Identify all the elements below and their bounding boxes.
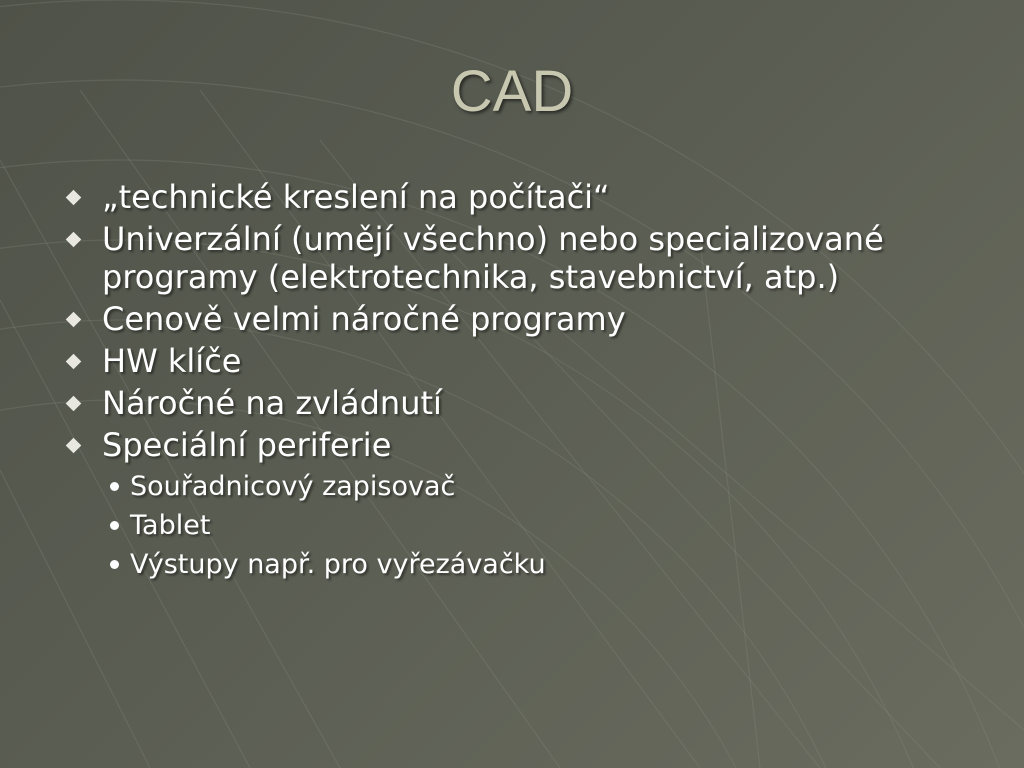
diamond-bullet-icon bbox=[66, 312, 82, 328]
sub-bullet-item bbox=[102, 509, 962, 543]
sub-bullet-item bbox=[102, 548, 962, 582]
sub-bullet-text: Výstupy např. pro vyřezávačku bbox=[130, 549, 546, 580]
bullet-text: „technické kreslení na počítači“ bbox=[102, 178, 610, 216]
bullet-text: Speciální periferie bbox=[102, 426, 392, 464]
diamond-bullet-icon bbox=[66, 396, 82, 412]
bullet-item bbox=[62, 342, 962, 380]
dot-bullet-icon bbox=[110, 482, 119, 491]
diamond-bullet-icon bbox=[66, 232, 82, 248]
sub-bullet-item bbox=[102, 470, 962, 504]
bullet-text: HW klíče bbox=[102, 342, 242, 380]
diamond-bullet-icon bbox=[66, 438, 82, 454]
diamond-bullet-icon bbox=[66, 190, 82, 206]
dot-bullet-icon bbox=[110, 560, 119, 569]
bullet-item bbox=[62, 178, 962, 216]
slide-title: CAD bbox=[450, 59, 574, 124]
sub-bullet-text: Tablet bbox=[130, 510, 211, 541]
bullet-text: Náročné na zvládnutí bbox=[102, 384, 442, 422]
sub-bullet-list bbox=[102, 470, 962, 582]
bullet-item bbox=[62, 300, 962, 338]
bullet-item bbox=[62, 384, 962, 422]
bullet-text: Cenově velmi náročné programy bbox=[102, 300, 626, 338]
bullet-item bbox=[62, 426, 962, 582]
bullet-text: Univerzální (umějí všechno) nebo specializované programy (elektrotechnika, stavebnictví, atp.) bbox=[102, 220, 884, 296]
sub-bullet-text: Souřadnicový zapisovač bbox=[130, 471, 456, 502]
diamond-bullet-icon bbox=[66, 354, 82, 370]
dot-bullet-icon bbox=[110, 521, 119, 530]
bullet-item bbox=[62, 220, 962, 296]
bullet-list bbox=[62, 178, 962, 587]
